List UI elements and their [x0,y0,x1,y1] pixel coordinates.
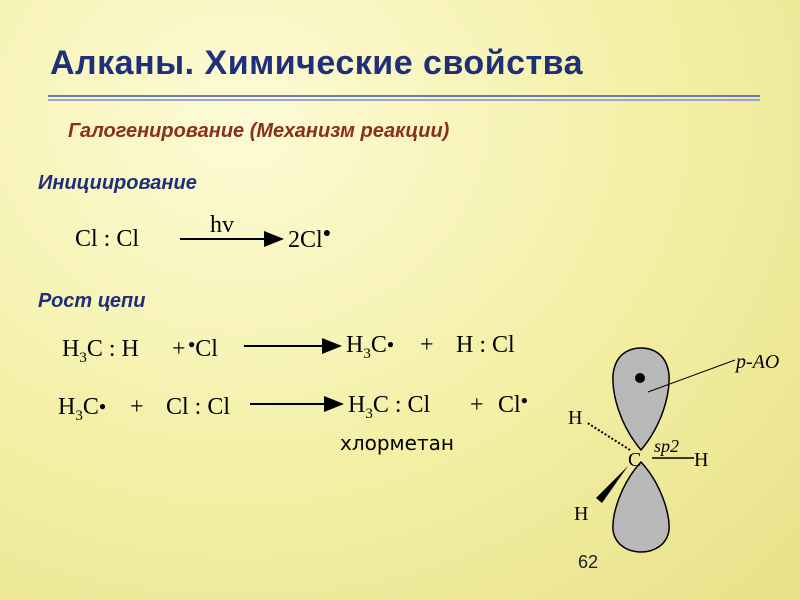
step1-product2: H : Cl [456,332,515,358]
p-ao-label: p-AO [736,351,780,373]
page-number: 62 [578,552,599,572]
initiation-heading: Инициирование [38,172,197,194]
atom-h-right: H [694,449,709,471]
step2-product1: $H_3C$ : Cl [348,392,431,422]
step1-product1: $H_3C●$ [346,332,395,362]
p-orbital-lower-lobe [613,462,669,552]
step2-plus2: + [470,392,484,418]
product-name: хлорметан [340,431,454,455]
step2-plus: + [130,394,144,420]
atom-h-bottom: H [574,503,589,525]
unpaired-electron-dot [635,373,645,383]
step1-reactant1: $H_3C$ : H [62,336,139,366]
initiation-product: 2Cl● [288,226,332,253]
slide-subtitle: Галогенирование (Механизм реакции) [68,120,450,142]
step1-plus2: + [420,332,434,358]
step2-reactant1: $H_3C●$ [58,394,107,424]
initiation-condition: hv [210,212,234,238]
propagation-heading: Рост цепи [38,290,146,312]
initiation-reactant: Cl : Cl [75,226,140,252]
atom-h-top: H [568,407,583,429]
step2-reactant2: Cl : Cl [166,394,231,420]
p-orbital-upper-lobe [613,348,669,450]
slide-title: Алканы. Химические свойства [50,44,584,82]
step1-reactant2: ●Cl [188,336,218,362]
atom-c: C [628,449,642,471]
sp2-label: sp2 [654,436,680,456]
bond-c-h-top-dashed [586,422,630,450]
step2-product2: Cl● [498,392,528,418]
step1-plus: + [172,336,186,362]
